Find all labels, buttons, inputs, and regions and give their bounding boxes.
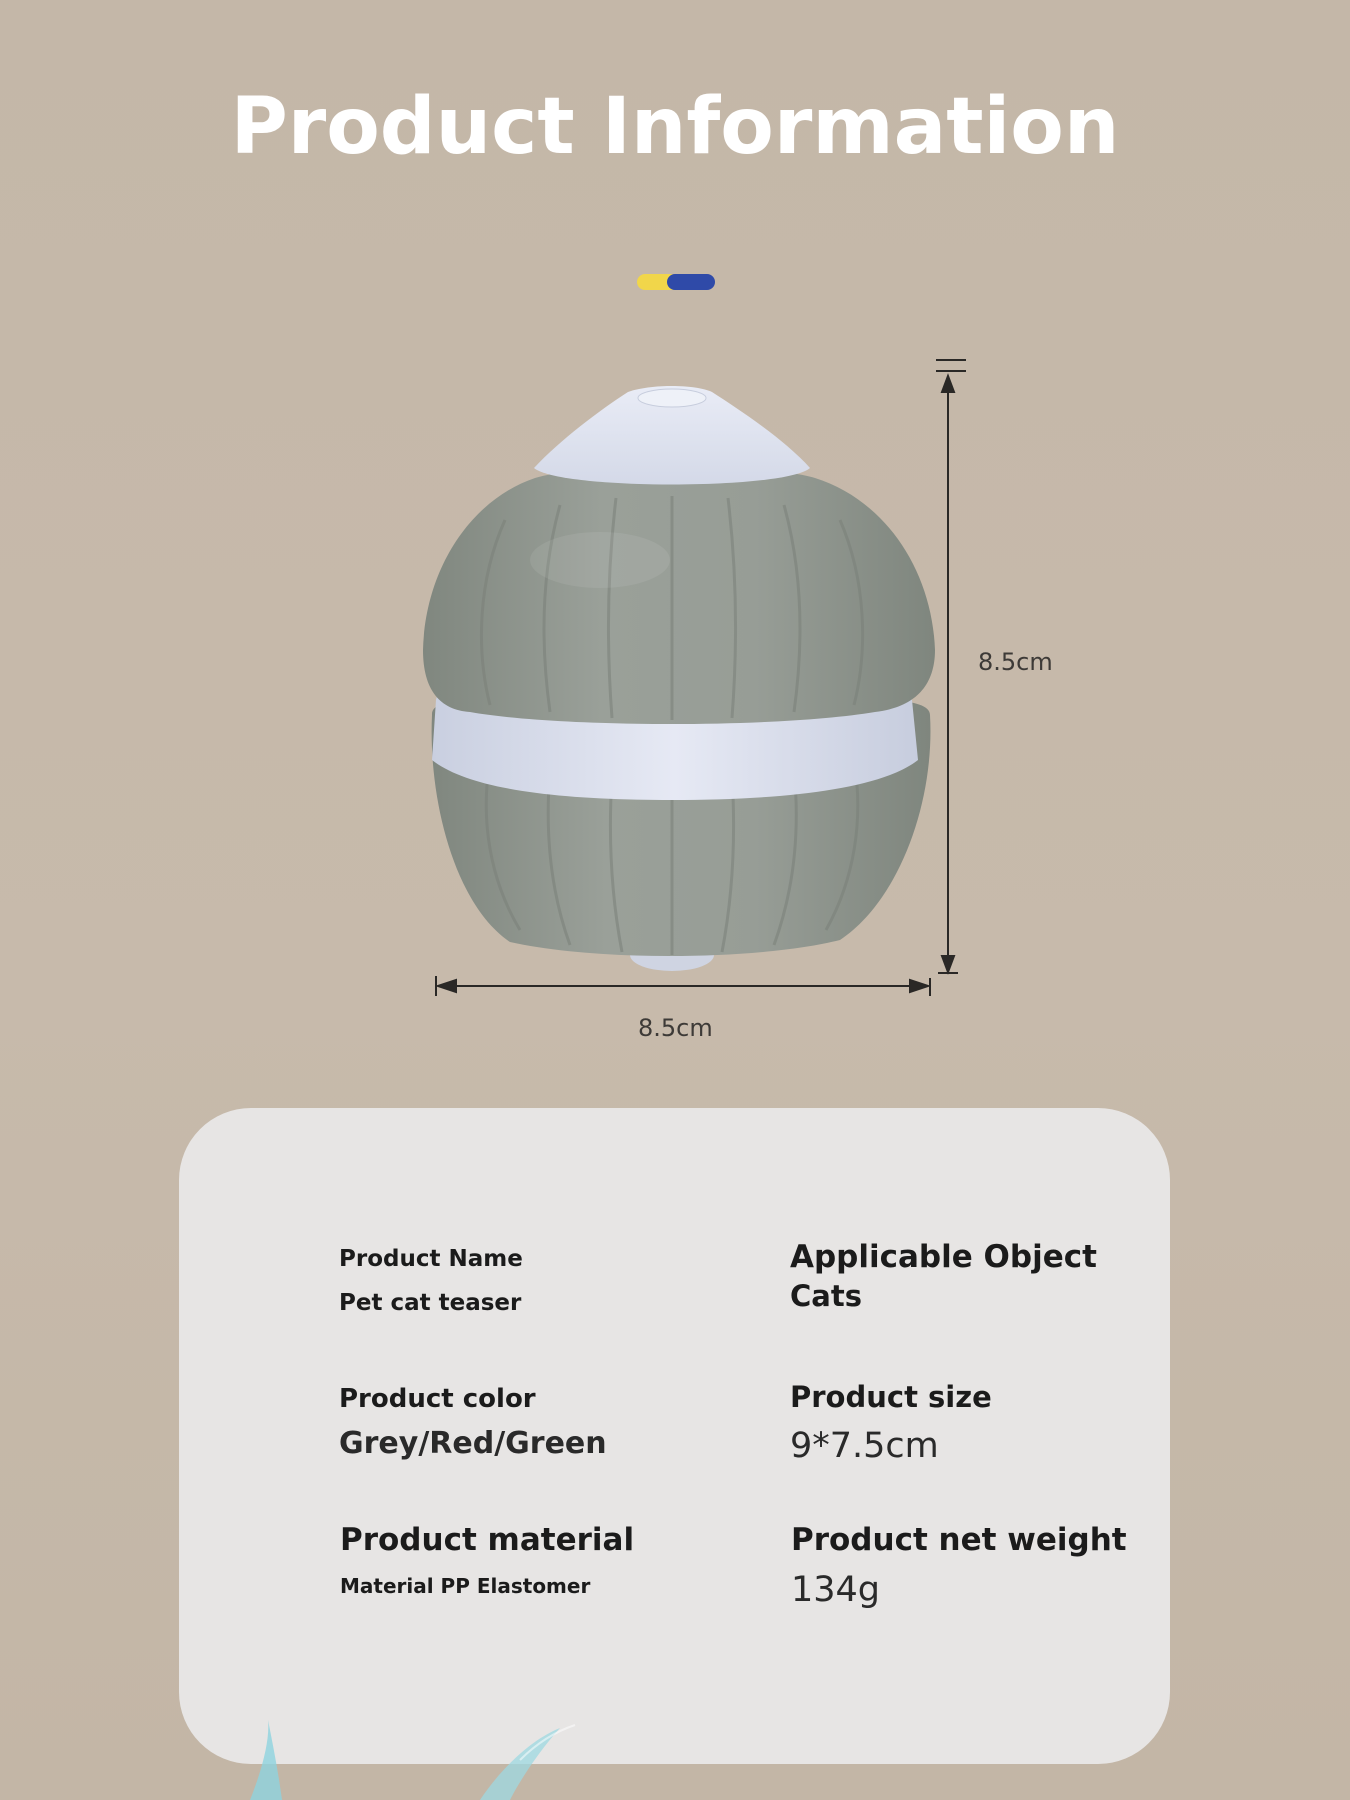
applicable-object-value: Cats xyxy=(790,1279,862,1313)
product-net-weight-value: 134g xyxy=(791,1570,881,1610)
info-product-size xyxy=(790,1380,992,1466)
product-material-label: Product material xyxy=(340,1522,635,1558)
product-net-weight-label: Product net weight xyxy=(791,1522,1127,1558)
height-dimension-line xyxy=(936,360,966,973)
info-product-color xyxy=(339,1384,607,1461)
height-label: 8.5cm xyxy=(978,648,1053,676)
info-applicable-object xyxy=(790,1239,1097,1313)
width-label: 8.5cm xyxy=(638,1014,713,1042)
product-name-value: Pet cat teaser xyxy=(339,1290,522,1316)
info-product-material xyxy=(340,1522,634,1598)
info-card xyxy=(179,1108,1170,1764)
product-material-value: Material PP Elastomer xyxy=(340,1574,591,1598)
product-color-value: Grey/Red/Green xyxy=(339,1426,607,1461)
info-product-net-weight xyxy=(791,1522,1127,1610)
product-name-label: Product Name xyxy=(339,1246,523,1272)
applicable-object-label: Applicable Object xyxy=(790,1239,1097,1275)
toy-top-button xyxy=(638,389,706,407)
product-color-label: Product color xyxy=(339,1384,536,1414)
info-product-name xyxy=(339,1246,523,1316)
feather-decoration xyxy=(0,1700,700,1800)
product-size-value: 9*7.5cm xyxy=(790,1426,939,1466)
product-size-label: Product size xyxy=(790,1380,992,1414)
width-dimension-line xyxy=(436,976,930,996)
page-title: Product Information xyxy=(230,82,1120,172)
